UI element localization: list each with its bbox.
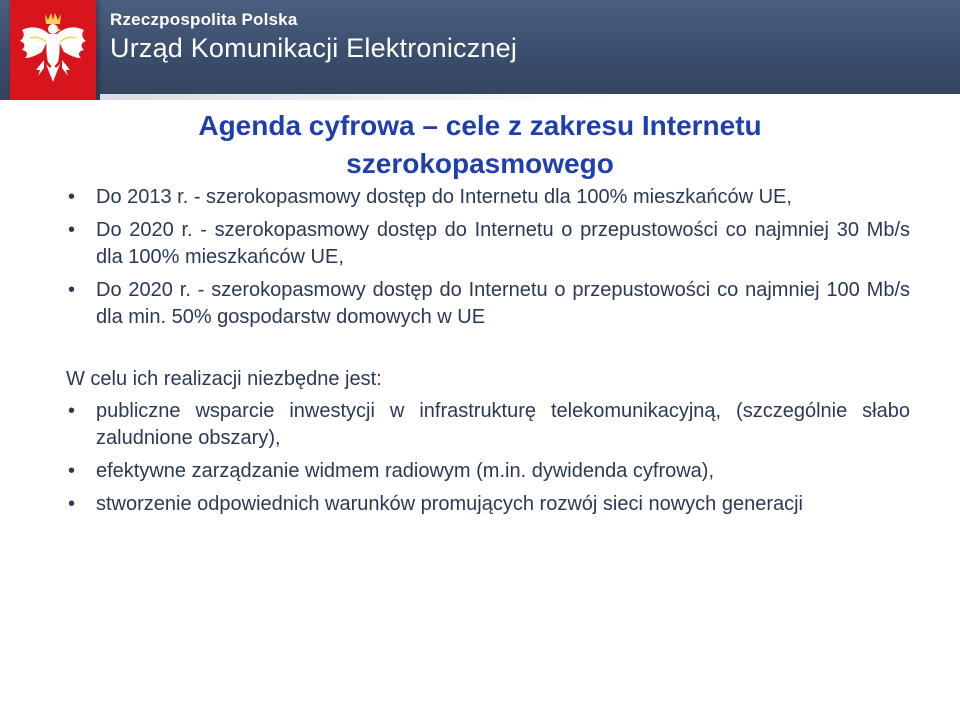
title-line-2: szerokopasmowego [346, 148, 614, 179]
country-name: Rzeczpospolita Polska [110, 10, 298, 29]
header-banner [0, 0, 960, 100]
list-item: • efektywne zarządzanie widmem radiowym (m.in. dywidenda cyfrowa), [66, 458, 910, 485]
list-item: • Do 2020 r. - szerokopasmowy dostęp do Internetu o przepustowości co najmniej 100 Mb/s dla min. 50% gospodarstw domowych w UE [66, 277, 910, 331]
needs-list [66, 398, 910, 518]
slide-title [120, 107, 840, 183]
list-item: • stworzenie odpowiednich warunków promujących rozwój sieci nowych generacji [66, 491, 910, 518]
list-item: • Do 2020 r. - szerokopasmowy dostęp do Internetu o przepustowości co najmniej 30 Mb/s dla 100% mieszkańców UE, [66, 217, 910, 271]
slide-content [66, 184, 910, 518]
emblem-shield [10, 0, 96, 100]
list-item: • publiczne wsparcie inwestycji w infrastrukturę telekomunikacyjną, (szczególnie słabo zaludnione obszary), [66, 398, 910, 452]
list-item: • Do 2013 r. - szerokopasmowy dostęp do Internetu dla 100% mieszkańców UE, [66, 184, 910, 211]
intro-text: W celu ich realizacji niezbędne jest: [66, 368, 382, 390]
office-name: Urząd Komunikacji Elektronicznej [110, 33, 518, 63]
title-line-1: Agenda cyfrowa – cele z zakresu Internetu [198, 110, 762, 141]
eagle-icon [16, 8, 90, 92]
goals-list [66, 184, 910, 331]
